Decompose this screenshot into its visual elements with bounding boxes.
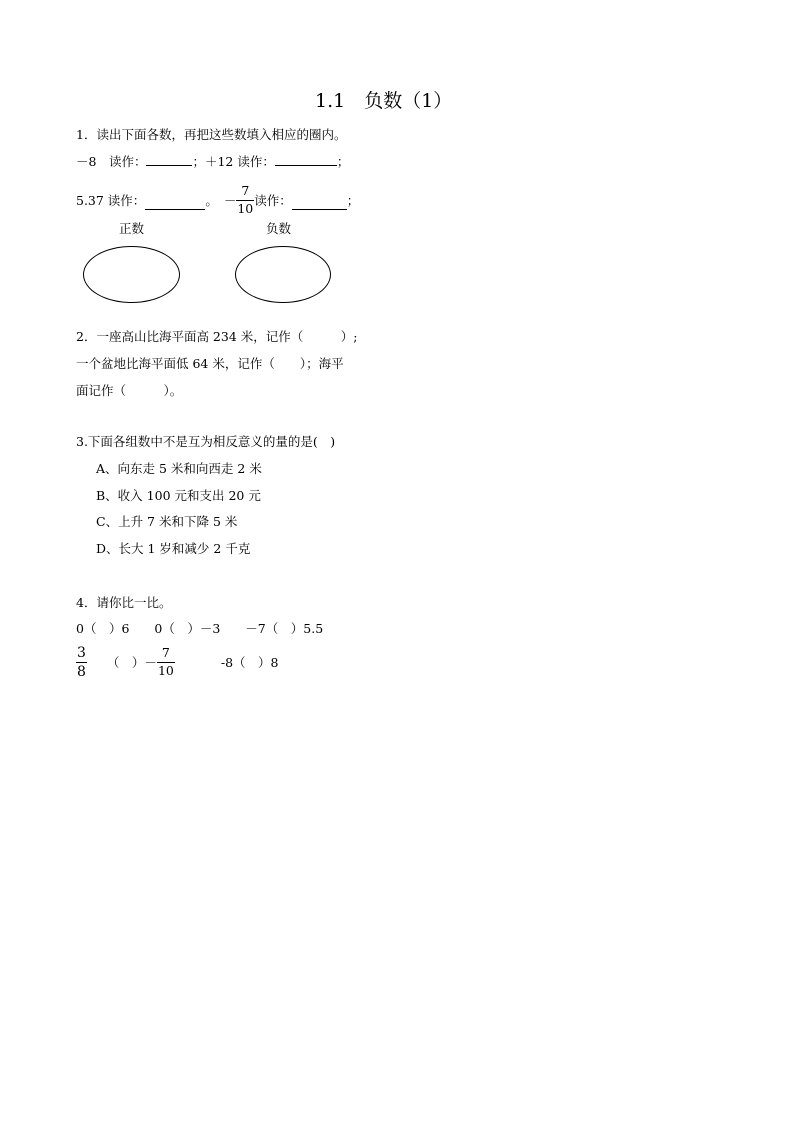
fraction-numerator: 7: [161, 645, 170, 660]
negative-label: 负数: [266, 221, 292, 236]
q1-neg8-label: －8 读作：: [76, 154, 147, 169]
fraction-neg-seven-tenths: [236, 185, 254, 215]
q1-prompt: 1．读出下面各数，再把这些数填入相应的圈内。: [76, 127, 347, 142]
q3-prompt: 3.下面各组数中不是互为相反意义的量的是( ): [76, 434, 336, 449]
answer-blank-537[interactable]: [145, 197, 205, 210]
q1-line1: [76, 152, 349, 170]
fraction-numerator: 3: [77, 644, 86, 661]
q3-option-c[interactable]: C、上升 7 米和下降 5 米: [96, 514, 238, 529]
q3-option-d[interactable]: D、长大 1 岁和减少 2 千克: [96, 541, 251, 556]
page-title: 1.1 负数（1）: [315, 90, 453, 112]
q4-compare-last: -8（ ）8: [220, 655, 279, 670]
positive-number-oval[interactable]: [83, 246, 180, 303]
neg-sign: －: [223, 193, 237, 208]
fraction-denominator: 10: [237, 200, 254, 216]
q1-separator: ；: [192, 154, 205, 169]
q1-separator-2: 。: [205, 193, 218, 208]
q4-row2: [76, 643, 278, 681]
q2-line3: 面记作（ ）。: [76, 383, 183, 398]
q4-compare-mid: （ ）－: [106, 655, 157, 670]
negative-number-oval[interactable]: [235, 246, 331, 303]
fraction-three-eighths: [76, 646, 87, 679]
q1-read-label: 读作：: [254, 193, 292, 208]
q1-line1-end: ；: [336, 154, 350, 169]
q3-option-b[interactable]: B、收入 100 元和支出 20 元: [96, 488, 261, 503]
answer-blank-fraction[interactable]: [292, 197, 347, 210]
fraction-numerator: 7: [241, 183, 250, 198]
fraction-neg-seven-tenths-2: [157, 647, 175, 677]
q1-pos12-label: ＋12 读作：: [204, 154, 275, 169]
q4-prompt: 4．请你比一比。: [76, 595, 172, 610]
positive-label: 正数: [119, 221, 145, 236]
fraction-denominator: 8: [77, 663, 86, 680]
q2-line2: 一个盆地比海平面低 64 米，记作（ ）；海平: [76, 356, 344, 371]
q1-line2: [76, 182, 359, 218]
q1-537-label: 5.37 读作：: [76, 193, 146, 208]
q4-row1: 0（ ）6 0（ ）－3 －7（ ）5.5: [76, 621, 324, 636]
q2-line1: 2．一座高山比海平面高 234 米，记作（ ）;: [76, 329, 358, 344]
fraction-denominator: 10: [157, 662, 174, 678]
q1-line2-end: ；: [346, 193, 360, 208]
q3-option-a[interactable]: A、向东走 5 米和向西走 2 米: [96, 461, 262, 476]
answer-blank-pos12[interactable]: [275, 153, 337, 166]
answer-blank-neg8[interactable]: [146, 153, 192, 166]
